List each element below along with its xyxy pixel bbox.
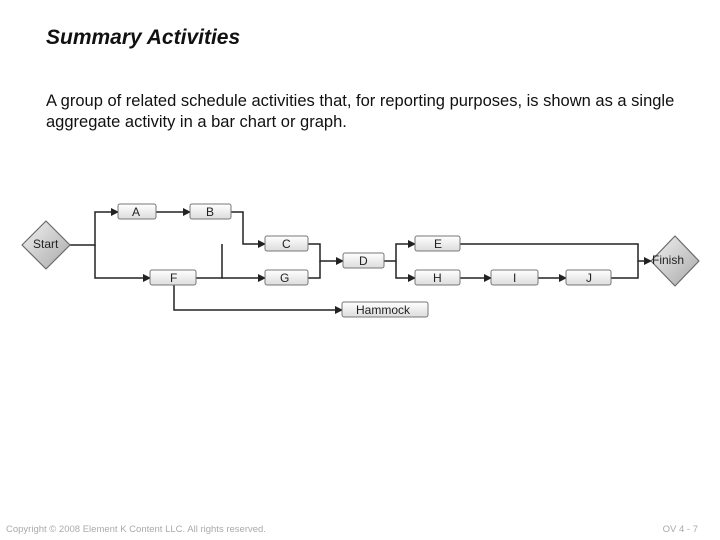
activity-g (265, 270, 308, 285)
activity-b (190, 204, 231, 219)
definition-text: A group of related schedule activities that, for reporting purposes, is shown as a single aggregate activity in a bar chart or graph. (46, 92, 675, 131)
start-milestone (22, 221, 70, 269)
activity-h (415, 270, 460, 285)
activity-j (566, 270, 611, 285)
copyright-footer: Copyright © 2008 Element K Content LLC. All rights reserved. (6, 524, 266, 535)
activity-f-label: F (170, 271, 178, 285)
activity-a-label: A (132, 205, 141, 219)
activity-hammock-label: Hammock (356, 303, 411, 317)
activity-b-label: B (206, 205, 215, 219)
activity-j-label: J (586, 271, 592, 285)
page-number: OV 4 - 7 (662, 524, 698, 535)
finish-milestone (651, 236, 699, 286)
activity-f (150, 270, 196, 285)
finish-label: Finish (652, 253, 685, 267)
activity-d-label: D (359, 254, 368, 268)
activity-i (491, 270, 538, 285)
slide-title: Summary Activities (46, 26, 241, 49)
activity-c-label: C (282, 237, 291, 251)
activity-hammock (342, 302, 428, 317)
activity-g-label: G (280, 271, 290, 285)
activity-e-label: E (434, 237, 443, 251)
activity-e (415, 236, 460, 251)
activity-d (343, 253, 384, 268)
activity-h-label: H (433, 271, 442, 285)
activity-a (118, 204, 156, 219)
activity-i-label: I (513, 271, 517, 285)
activity-c (265, 236, 308, 251)
start-label: Start (33, 237, 59, 251)
